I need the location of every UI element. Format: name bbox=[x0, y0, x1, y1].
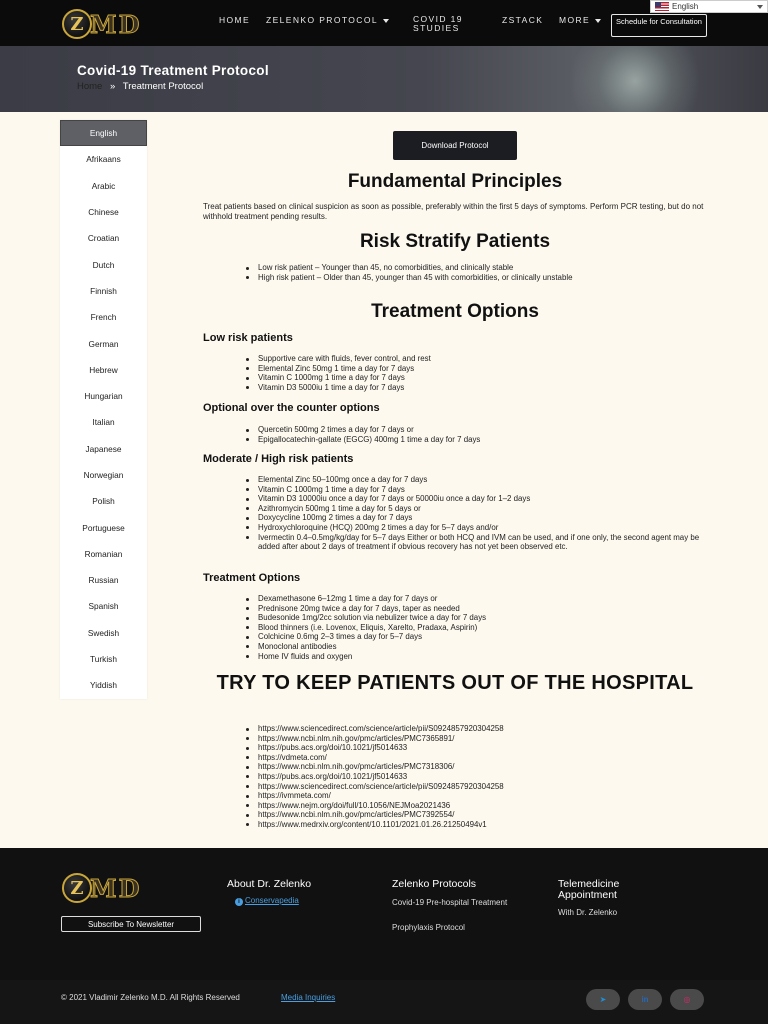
logo-text: MD bbox=[90, 9, 142, 39]
chevron-down-icon bbox=[757, 5, 763, 9]
us-flag-icon bbox=[655, 2, 669, 11]
sidebar-language-arabic[interactable]: Arabic bbox=[91, 180, 116, 191]
footer-logo[interactable] bbox=[62, 873, 141, 903]
sidebar-language-norwegian[interactable]: Norwegian bbox=[83, 470, 124, 480]
list-item: Prednisone 20mg twice a day for 7 days, taper as needed bbox=[258, 604, 713, 614]
list-item: Hydroxychloroquine (HCQ) 200mg 2 times a day for 5–7 days and/or bbox=[258, 523, 713, 533]
fundamental-principles-heading: Fundamental Principles bbox=[347, 171, 563, 192]
nav-more[interactable] bbox=[559, 15, 601, 25]
moderate-high-risk-heading: Moderate / High risk patients bbox=[203, 453, 354, 465]
telegram-icon[interactable] bbox=[586, 989, 620, 1010]
list-item: Doxycycline 100mg 2 times a day for 7 days bbox=[258, 513, 713, 523]
conservapedia-link[interactable] bbox=[235, 897, 299, 906]
treatment-options-list bbox=[258, 594, 713, 661]
breadcrumb-current: Treatment Protocol bbox=[122, 81, 204, 92]
nav-studies-label: STUDIES bbox=[413, 23, 460, 33]
reference-links-list bbox=[258, 724, 713, 830]
chevron-down-icon bbox=[595, 19, 601, 23]
list-item: Elemental Zinc 50–100mg once a day for 7 days bbox=[258, 475, 713, 485]
list-item: Epigallocatechin-gallate (EGCG) 400mg 1 time a day for 7 days bbox=[258, 435, 713, 445]
sidebar-language-italian[interactable]: Italian bbox=[92, 417, 115, 428]
breadcrumb-separator: » bbox=[109, 81, 116, 92]
telegram-glyph: ➤ bbox=[599, 995, 607, 1004]
footer-telemedicine-heading: Telemedicine Appointment bbox=[558, 878, 620, 901]
sidebar-language-turkish[interactable]: Turkish bbox=[90, 654, 117, 665]
footer-logo-emblem: Z bbox=[62, 873, 92, 903]
conservapedia-label: Conservapedia bbox=[245, 896, 299, 905]
nav-zstack[interactable]: ZSTACK bbox=[502, 15, 544, 25]
sidebar-language-german[interactable]: German bbox=[88, 338, 119, 349]
reference-link[interactable]: https://www.sciencedirect.com/science/article/pii/S0924857920304258 bbox=[258, 782, 713, 792]
sidebar-language-romanian[interactable]: Romanian bbox=[84, 548, 123, 559]
reference-link[interactable]: https://www.ncbi.nlm.nih.gov/pmc/articles/PMC7318306/ bbox=[258, 762, 713, 772]
footer-with-dr-zelenko-link[interactable]: With Dr. Zelenko bbox=[558, 908, 618, 917]
list-item: Vitamin D3 5000iu 1 time a day for 7 days bbox=[258, 383, 713, 393]
sidebar-language-polish[interactable]: Polish bbox=[92, 496, 115, 507]
reference-link[interactable]: https://www.medrxiv.org/content/10.1101/2021.01.26.21250494v1 bbox=[258, 820, 713, 830]
language-sidebar bbox=[60, 120, 147, 699]
treatment-options-heading: Treatment Options bbox=[371, 301, 539, 322]
sidebar-language-english[interactable]: English bbox=[60, 120, 147, 146]
schedule-consultation-button[interactable]: Schedule for Consultation bbox=[611, 14, 707, 37]
list-item: Vitamin C 1000mg 1 time a day for 7 days bbox=[258, 373, 713, 383]
nav-more-label: MORE bbox=[559, 15, 591, 25]
list-item: Elemental Zinc 50mg 1 time a day for 7 days bbox=[258, 364, 713, 374]
sidebar-language-spanish[interactable]: Spanish bbox=[88, 601, 119, 612]
list-item: Ivermectin 0.4–0.5mg/kg/day for 5–7 days Either or both HCQ and IVM can be used, and if one only, the second agent may be added after about 2 days of treatment if obvious recovery has not yet been observed etc. bbox=[258, 533, 713, 552]
risk-stratify-heading: Risk Stratify Patients bbox=[359, 231, 551, 252]
sidebar-language-swedish[interactable]: Swedish bbox=[87, 627, 120, 638]
list-item: Azithromycin 500mg 1 time a day for 5 days or bbox=[258, 504, 713, 514]
list-item: High risk patient – Older than 45, younger than 45 with comorbidities, or clinically unstable bbox=[258, 273, 698, 283]
instagram-icon[interactable] bbox=[670, 989, 704, 1010]
otc-options-heading: Optional over the counter options bbox=[203, 402, 380, 414]
nav-covid-19-studies[interactable] bbox=[413, 15, 463, 33]
low-risk-heading: Low risk patients bbox=[203, 332, 293, 344]
sidebar-language-french[interactable]: French bbox=[90, 312, 117, 323]
list-item: Colchicine 0.6mg 2–3 times a day for 5–7 days bbox=[258, 632, 713, 642]
list-item: Budesonide 1mg/2cc solution via nebulizer twice a day for 7 days bbox=[258, 613, 713, 623]
treatment-options-subheading: Treatment Options bbox=[203, 572, 301, 584]
language-select[interactable] bbox=[650, 0, 768, 13]
copyright-text: © 2021 Vladimir Zelenko M.D. All Rights Reserved bbox=[61, 993, 240, 1002]
footer-protocols-heading: Zelenko Protocols bbox=[392, 878, 477, 890]
sidebar-language-croatian[interactable]: Croatian bbox=[87, 233, 120, 244]
reference-link[interactable]: https://www.ncbi.nlm.nih.gov/pmc/articles/PMC7392554/ bbox=[258, 810, 713, 820]
hospital-heading: TRY TO KEEP PATIENTS OUT OF THE HOSPITAL bbox=[216, 672, 694, 694]
chevron-down-icon bbox=[383, 19, 389, 23]
reference-link[interactable]: https://pubs.acs.org/doi/10.1021/jf5014633 bbox=[258, 772, 713, 782]
reference-link[interactable]: https://ivmmeta.com/ bbox=[258, 791, 713, 801]
list-item: Quercetin 500mg 2 times a day for 7 days or bbox=[258, 425, 713, 435]
nav-zelenko-protocol[interactable] bbox=[266, 15, 389, 25]
sidebar-language-finnish[interactable]: Finnish bbox=[90, 285, 117, 296]
sidebar-language-afrikaans[interactable]: Afrikaans bbox=[86, 154, 121, 165]
list-item: Vitamin C 1000mg 1 time a day for 7 days bbox=[258, 485, 713, 495]
info-icon: i bbox=[235, 898, 243, 906]
reference-link[interactable]: https://www.nejm.org/doi/full/10.1056/NEJMoa2021436 bbox=[258, 801, 713, 811]
linkedin-glyph: in bbox=[641, 995, 649, 1004]
list-item: Blood thinners (i.e. Lovenox, Eliquis, Xarelto, Pradaxa, Aspirin) bbox=[258, 623, 713, 633]
list-item: Vitamin D3 10000iu once a day for 7 days or 50000iu once a day for 1–2 days bbox=[258, 494, 713, 504]
moderate-high-risk-list bbox=[258, 475, 713, 552]
instagram-glyph: ◎ bbox=[683, 995, 691, 1004]
hero-background-glow bbox=[560, 46, 710, 112]
reference-link[interactable]: https://www.sciencedirect.com/science/article/pii/S0924857920304258 bbox=[258, 724, 713, 734]
sidebar-language-portuguese[interactable]: Portuguese bbox=[82, 522, 125, 533]
footer-logo-text: MD bbox=[90, 873, 142, 903]
breadcrumb bbox=[77, 81, 203, 92]
footer-about-heading: About Dr. Zelenko bbox=[227, 878, 312, 890]
nav-zelenko-protocol-label: ZELENKO PROTOCOL bbox=[266, 15, 378, 25]
sidebar-language-yiddish[interactable]: Yiddish bbox=[90, 680, 117, 691]
reference-link[interactable]: https://www.ncbi.nlm.nih.gov/pmc/articles/PMC7365891/ bbox=[258, 734, 713, 744]
sidebar-language-dutch[interactable]: Dutch bbox=[92, 259, 115, 270]
subscribe-newsletter-button[interactable]: Subscribe To Newsletter bbox=[61, 916, 201, 932]
site-logo[interactable] bbox=[62, 9, 141, 39]
low-risk-list bbox=[258, 354, 713, 392]
sidebar-language-chinese[interactable]: Chinese bbox=[88, 207, 119, 218]
footer-prophylaxis-link[interactable]: Prophylaxis Protocol bbox=[392, 923, 465, 932]
download-protocol-button[interactable]: Download Protocol bbox=[393, 131, 517, 160]
media-inquiries-link[interactable]: Media Inquiries bbox=[281, 993, 336, 1002]
risk-list bbox=[258, 263, 698, 282]
list-item: Supportive care with fluids, fever control, and rest bbox=[258, 354, 713, 364]
list-item: Monoclonal antibodies bbox=[258, 642, 713, 652]
linkedin-icon[interactable] bbox=[628, 989, 662, 1010]
reference-link[interactable]: https://vdmeta.com/ bbox=[258, 753, 713, 763]
nav-covid-label: COVID 19 bbox=[413, 14, 463, 24]
reference-link[interactable]: https://pubs.acs.org/doi/10.1021/jf5014633 bbox=[258, 743, 713, 753]
sidebar-language-russian[interactable]: Russian bbox=[88, 575, 119, 586]
page-title: Covid-19 Treatment Protocol bbox=[77, 63, 269, 78]
list-item: Low risk patient – Younger than 45, no comorbidities, and clinically stable bbox=[258, 263, 698, 273]
page-hero bbox=[0, 46, 768, 112]
logo-emblem: Z bbox=[62, 9, 92, 39]
footer-prehospital-link[interactable]: Covid-19 Pre-hospital Treatment bbox=[392, 898, 508, 907]
language-select-value: English bbox=[672, 2, 699, 11]
otc-options-list bbox=[258, 425, 713, 444]
list-item: Dexamethasone 6–12mg 1 time a day for 7 days or bbox=[258, 594, 713, 604]
nav-home[interactable]: HOME bbox=[219, 15, 251, 25]
breadcrumb-home[interactable]: Home bbox=[77, 81, 103, 92]
fundamental-principles-text: Treat patients based on clinical suspicion as soon as possible, preferably within the first 5 days of symptoms. Perform PCR testing, but do not withhold treatment pending results. bbox=[203, 202, 704, 221]
sidebar-language-hebrew[interactable]: Hebrew bbox=[89, 364, 118, 375]
sidebar-language-japanese[interactable]: Japanese bbox=[85, 443, 122, 454]
sidebar-language-hungarian[interactable]: Hungarian bbox=[84, 391, 123, 402]
list-item: Home IV fluids and oxygen bbox=[258, 652, 713, 662]
